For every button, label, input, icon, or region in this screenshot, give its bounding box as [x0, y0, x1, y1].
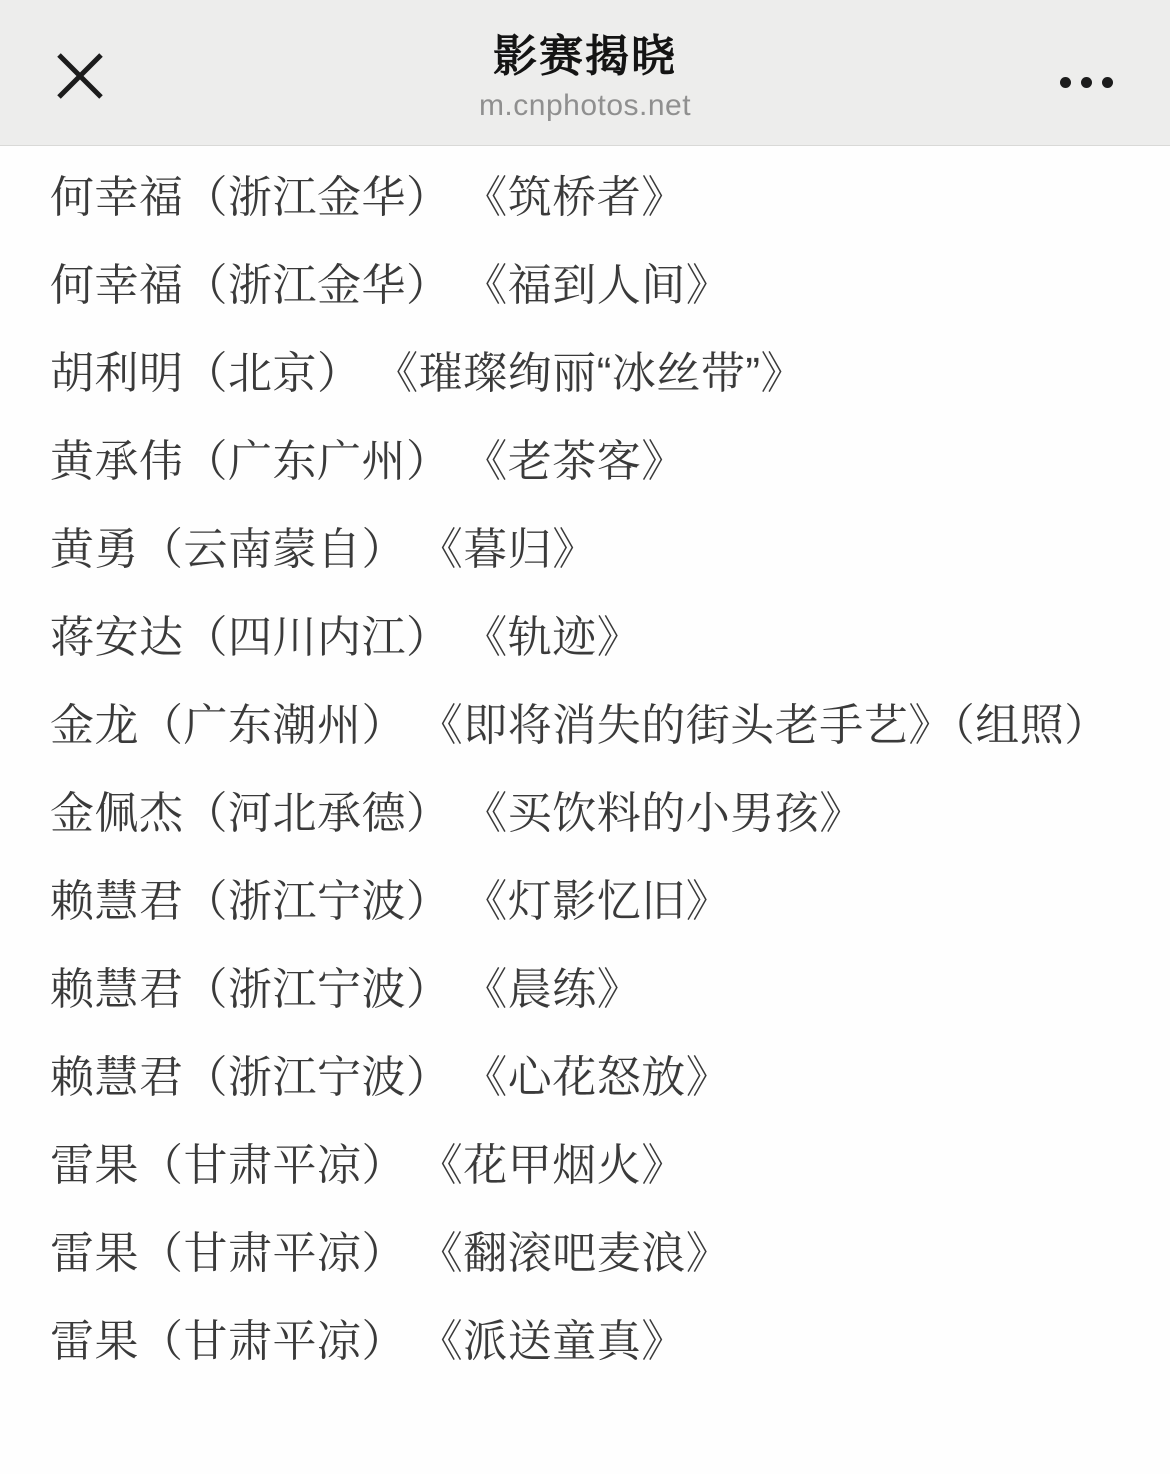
- winners-list: [0, 146, 1170, 1416]
- entry-row: 黄承伟（广东广州） 《老茶客》: [50, 437, 686, 486]
- page-title: 影赛揭晓: [493, 32, 677, 82]
- entry-row: 蒋安达（四川内江） 《轨迹》: [50, 613, 642, 662]
- more-ellipsis-icon: [1060, 77, 1071, 88]
- entry-row: 胡利明（北京） 《璀璨绚丽“冰丝带”》: [50, 349, 806, 398]
- entry-row: 何幸福（浙江金华） 《筑桥者》: [50, 173, 686, 222]
- more-menu-button[interactable]: [1054, 62, 1118, 102]
- entry-row: 雷果（甘肃平凉） 《翻滚吧麦浪》: [50, 1229, 731, 1278]
- entry-row: 雷果（甘肃平凉） 《派送童真》: [50, 1317, 686, 1366]
- entry-row: 赖慧君（浙江宁波） 《心花怒放》: [50, 1053, 731, 1102]
- more-ellipsis-icon: [1081, 77, 1092, 88]
- entry-row: 黄勇（云南蒙自） 《暮归》: [50, 525, 597, 574]
- close-button[interactable]: [52, 48, 108, 104]
- entry-row: 金佩杰（河北承德） 《买饮料的小男孩》: [50, 789, 864, 838]
- entry-row: 金龙（广东潮州） 《即将消失的街头老手艺》（组照）: [50, 701, 1109, 750]
- webview-header: [0, 0, 1170, 146]
- entry-row: 何幸福（浙江金华） 《福到人间》: [50, 261, 731, 310]
- entry-row: 雷果（甘肃平凉） 《花甲烟火》: [50, 1141, 686, 1190]
- close-x-icon: [55, 51, 105, 101]
- entry-row: 赖慧君（浙江宁波） 《灯影忆旧》: [50, 877, 731, 926]
- page-url: m.cnphotos.net: [478, 88, 692, 122]
- more-ellipsis-icon: [1102, 77, 1113, 88]
- entry-row: 赖慧君（浙江宁波） 《晨练》: [50, 965, 642, 1014]
- header-title-block: [479, 32, 691, 121]
